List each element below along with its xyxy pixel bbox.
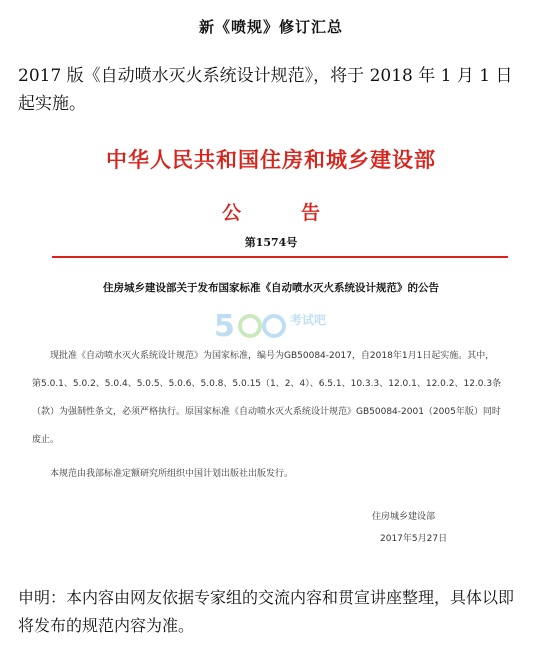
notice-body [32,342,502,488]
red-divider [52,256,508,258]
official-notice-image [10,128,532,568]
svg-text:5: 5 [214,309,235,344]
notice-heading-char: 公 [221,202,241,224]
notice-heading-char: 告 [301,202,321,224]
announcement-title: 住房城乡建设部关于发布国家标准《自动喷水灭火系统设计规范》的公告 [103,282,439,294]
notice-number: 第1574号 [244,236,298,249]
signature-block [372,506,492,550]
page-title: 新《喷规》修订汇总 [198,18,343,36]
signature-date: 2017年5月27日 [380,534,448,544]
watermark-text: 考试吧 [290,313,327,327]
ministry-header: 中华人民共和国住房和城乡建设部 [106,147,436,172]
notice-heading [10,198,532,225]
signature-org: 住房城乡建设部 [372,512,436,522]
notice-paragraph: 本规范由我部标准定额研究所组织中国计划出版社出版发行。 [50,469,294,479]
intro-paragraph: 2017 版《自动喷水灭火系统设计规范》，将于 2018 年 1 月 1 日起实施。 [18,66,513,114]
disclaimer-note: 申明：本内容由网友依据专家组的交流内容和贯宣讲座整理，具体以即将发布的规范内容为准。 [18,588,515,635]
notice-paragraph: 现批准《自动喷水灭火系统设计规范》为国家标准，编号为GB50084-2017，自2018年1月1日起实施。其中，第5.0.1、5.0.2、5.0.4、5.0.5、5.0.6、5.0.8、5.0.15（1、2、4）、6.5.1、10.3.3、12.0.1、12.0.2、12.0.3条（款）为强制性条文，必须严格执行。原国家标准《自动喷水灭火系统设计规范》GB50084-2001（2005年版）同时废止。 [32,351,502,445]
